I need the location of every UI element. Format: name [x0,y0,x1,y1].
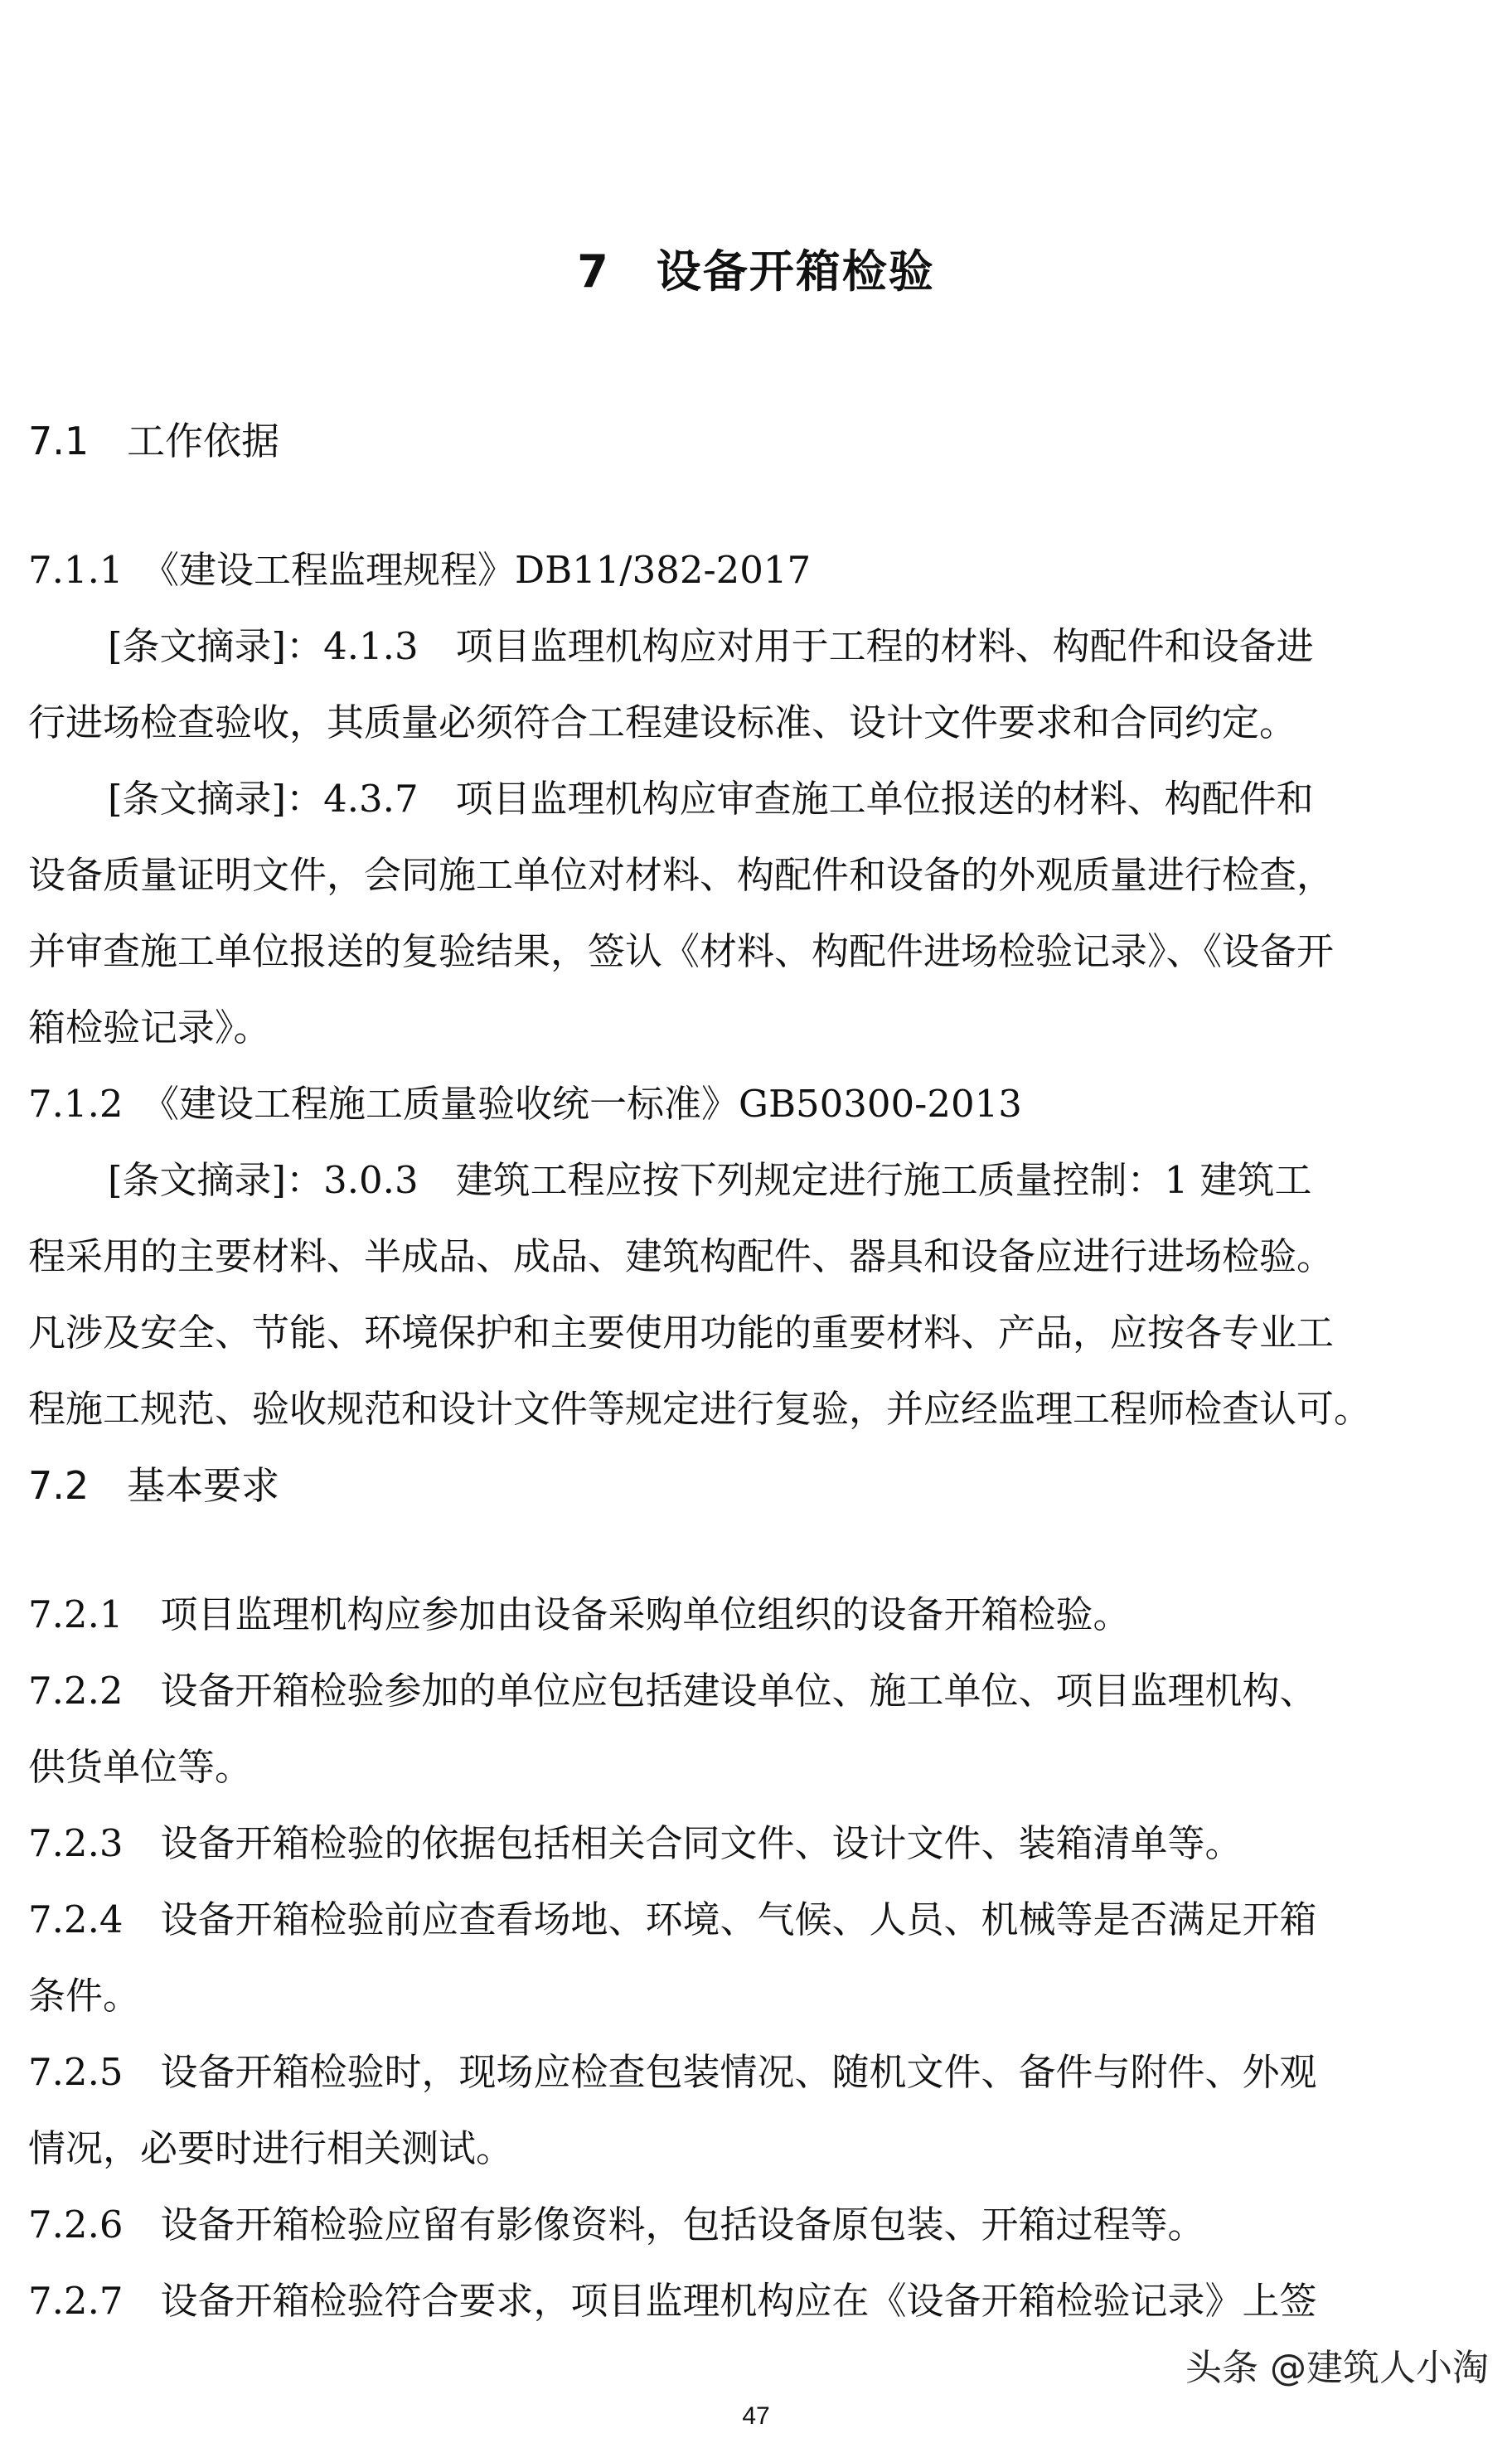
item-7-2-4: 7.2.4 设备开箱检验前应查看场地、环境、气候、人员、机械等是否满足开箱 [28,1898,1317,1941]
paragraph-line: 行进场检查验收，其质量必须符合工程建设标准、设计文件要求和合同约定。 [28,700,1297,744]
paragraph-line: 设备质量证明文件，会同施工单位对材料、构配件和设备的外观质量进行检查， [28,853,1335,897]
item-7-2-5: 7.2.5 设备开箱检验时，现场应检查包装情况、随机文件、备件与附件、外观 [28,2050,1317,2094]
paragraph-line: 条件。 [28,1974,141,2018]
paragraph-line: 供货单位等。 [28,1745,253,1789]
paragraph-line: 程施工规范、验收规范和设计文件等规定进行复验，并应经监理工程师检查认可。 [28,1387,1372,1431]
subsection-7-1-1: 7.1.1 《建设工程监理规程》DB11/382-2017 [28,548,812,592]
item-7-2-3: 7.2.3 设备开箱检验的依据包括相关合同文件、设计文件、装箱清单等。 [28,1821,1243,1865]
section-heading-7-2: 7.2 基本要求 [28,1463,280,1508]
excerpt-4-1-3: [条文摘录]：4.1.3 项目监理机构应对用于工程的材料、构配件和设备进 [108,624,1314,668]
chapter-title: 7 设备开箱检验 [577,245,935,298]
item-7-2-7: 7.2.7 设备开箱检验符合要求，项目监理机构应在《设备开箱检验记录》上签 [28,2279,1317,2323]
item-7-2-2: 7.2.2 设备开箱检验参加的单位应包括建设单位、施工单位、项目监理机构、 [28,1669,1317,1713]
watermark-label: 头条 @建筑人小淘 [1185,2347,1489,2389]
excerpt-3-0-3: [条文摘录]：3.0.3 建筑工程应按下列规定进行施工质量控制：1 建筑工 [108,1158,1312,1202]
section-heading-7-1: 7.1 工作依据 [28,419,280,463]
paragraph-line: 程采用的主要材料、半成品、成品、建筑构配件、器具和设备应进行进场检验。 [28,1234,1335,1278]
paragraph-line: 情况，必要时进行相关测试。 [28,2126,514,2170]
item-7-2-1: 7.2.1 项目监理机构应参加由设备采购单位组织的设备开箱检验。 [28,1592,1131,1636]
subsection-7-1-2: 7.1.2 《建设工程施工质量验收统一标准》GB50300-2013 [28,1082,1022,1126]
paragraph-line: 箱检验记录》。 [28,1006,271,1049]
excerpt-4-3-7: [条文摘录]：4.3.7 项目监理机构应审查施工单位报送的材料、构配件和 [108,777,1314,821]
item-7-2-6: 7.2.6 设备开箱检验应留有影像资料，包括设备原包装、开箱过程等。 [28,2203,1205,2247]
paragraph-line: 凡涉及安全、节能、环境保护和主要使用功能的重要材料、产品，应按各专业工 [28,1311,1335,1355]
paragraph-line: 并审查施工单位报送的复验结果，签认《材料、构配件进场检验记录》、《设备开 [28,929,1335,973]
page-number: 47 [742,2402,770,2430]
